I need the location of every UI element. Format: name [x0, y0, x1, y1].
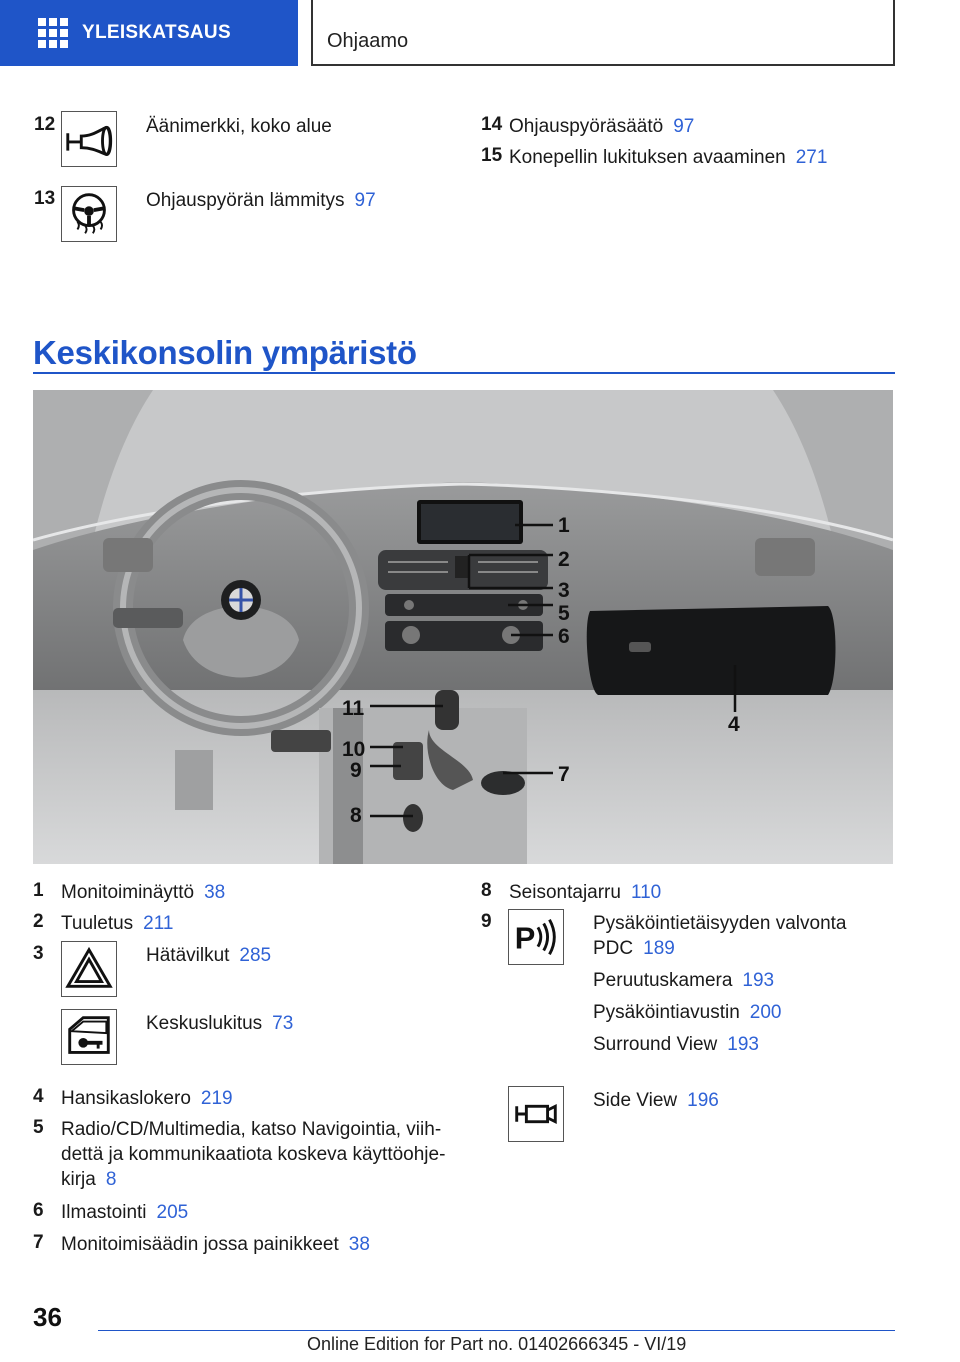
item-number: 5	[33, 1117, 44, 1138]
page-link[interactable]: 205	[156, 1202, 189, 1223]
page-link[interactable]: 196	[687, 1090, 719, 1111]
callout-label: 3	[558, 579, 570, 602]
callout-label: 5	[558, 602, 570, 625]
item-number: 13	[34, 188, 56, 209]
item-text: Hansikaslokero 219	[61, 1088, 233, 1109]
section-header	[311, 0, 895, 66]
item-text: Monitoiminäyttö 38	[61, 882, 226, 903]
item-text: Peruutuskamera 193	[593, 970, 775, 991]
grid-menu-icon	[38, 18, 68, 48]
page-number: 36	[33, 1302, 62, 1332]
item-text: Pysäköintietäisyyden valvonta PDC 189	[593, 913, 847, 959]
page-link[interactable]: 38	[204, 882, 226, 903]
item-number: 3	[33, 943, 44, 964]
item-text: Ilmastointi 205	[61, 1202, 189, 1223]
item-text: Keskuslukitus 73	[146, 1013, 294, 1034]
item-number: 14	[481, 114, 503, 135]
callout-label: 8	[350, 804, 362, 827]
item-number: 2	[33, 911, 44, 932]
item-number: 6	[33, 1200, 44, 1221]
callout-label: 4	[728, 713, 740, 736]
item-text: Side View 196	[593, 1090, 719, 1111]
svg-text:P: P	[514, 920, 536, 956]
item-number: 9	[481, 911, 492, 932]
overview-tab[interactable]	[0, 0, 298, 66]
page-link[interactable]: 38	[348, 1234, 370, 1255]
section-divider	[33, 372, 895, 374]
item-number: 15	[481, 145, 503, 166]
horn-icon	[61, 111, 117, 167]
item-number: 12	[34, 114, 56, 135]
page-link[interactable]: 285	[239, 945, 272, 966]
item-text: Pysäköintiavustin 200	[593, 1002, 782, 1023]
page-link[interactable]: 193	[727, 1034, 759, 1055]
page-link[interactable]: 110	[630, 882, 662, 903]
callout-label: 10	[342, 738, 366, 761]
item-text: Radio/CD/Multimedia, katso Navigointia, viih- dettä ja kommunikaatiota koskeva käyttöohje- kirja 8	[61, 1119, 446, 1190]
item-text: Hätävilkut 285	[146, 945, 272, 966]
page-link[interactable]: 97	[354, 190, 376, 211]
page-link[interactable]: 219	[200, 1088, 233, 1109]
item-text: Ohjauspyörän lämmitys 97	[146, 190, 376, 211]
page-link[interactable]: 200	[749, 1002, 782, 1023]
page-link[interactable]: 97	[673, 116, 695, 137]
steering-wheel-heating-icon	[61, 186, 117, 242]
section-header-label: Ohjaamo	[327, 30, 409, 52]
callout-label: 11	[342, 697, 365, 720]
item-text: Äänimerkki, koko alue	[146, 116, 332, 137]
item-text: Ohjauspyöräsäätö 97	[509, 116, 695, 137]
callout-label: 2	[558, 548, 570, 571]
callout-label: 1	[558, 514, 570, 537]
page-link[interactable]: 73	[272, 1013, 294, 1034]
callout-label: 6	[558, 625, 570, 648]
callout-label: 9	[350, 759, 362, 782]
section-title: Keskikonsolin ympäristö	[33, 334, 417, 371]
page-link[interactable]: 211	[143, 913, 174, 934]
page-link[interactable]: 271	[795, 147, 828, 168]
page-link[interactable]: 193	[742, 970, 775, 991]
item-number: 1	[33, 880, 44, 901]
footer-edition: Online Edition for Part no. 01402666345 - VI/19	[307, 1334, 687, 1354]
center-console-illustration	[33, 390, 893, 864]
item-text: Monitoimisäädin jossa painikkeet 38	[61, 1234, 370, 1255]
footer-divider	[98, 1330, 895, 1331]
item-text: Konepellin lukituksen avaaminen 271	[509, 147, 828, 168]
item-number: 7	[33, 1232, 44, 1253]
page-link[interactable]: 189	[643, 938, 675, 959]
side-view-camera-icon	[508, 1086, 564, 1142]
overview-tab-label: YLEISKATSAUS	[82, 22, 231, 43]
central-locking-icon	[61, 1009, 117, 1065]
item-text: Tuuletus 211	[61, 913, 174, 934]
page-link[interactable]: 8	[105, 1169, 117, 1190]
item-number: 4	[33, 1086, 44, 1107]
item-number: 8	[481, 880, 492, 901]
item-text: Seisontajarru 110	[509, 882, 662, 903]
callout-label: 7	[558, 763, 570, 786]
park-distance-control-icon	[508, 909, 564, 965]
item-text: Surround View 193	[593, 1034, 759, 1055]
hazard-warning-icon	[61, 941, 117, 997]
